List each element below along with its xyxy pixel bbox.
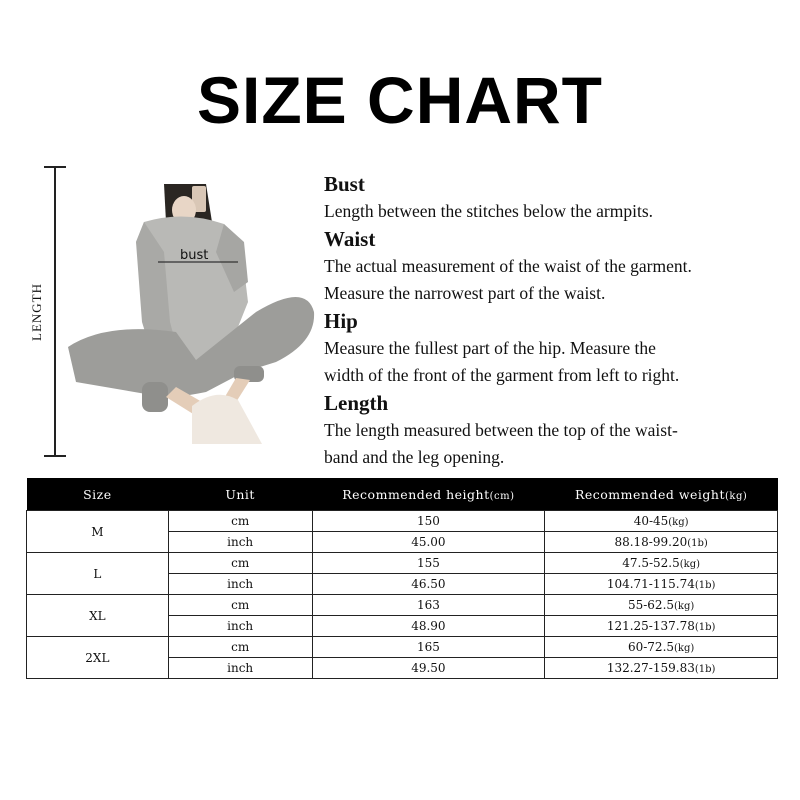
definition-text: Measure the fullest part of the hip. Measure the [324, 338, 656, 358]
ruler-label: LENGTH [29, 283, 44, 341]
height-cell: 48.90 [312, 616, 545, 637]
table-header-row [27, 478, 778, 511]
size-cell: M [27, 511, 169, 553]
definition-text: width of the front of the garment from left to right. [324, 365, 680, 385]
ruler-bottom-cap [44, 455, 66, 457]
unit-cell: inch [168, 532, 312, 553]
weight-cell: 121.25-137.78(1b) [545, 616, 778, 637]
unit-cell: cm [168, 637, 312, 658]
height-cell: 155 [312, 553, 545, 574]
unit-cell: inch [168, 658, 312, 679]
unit-cell: cm [168, 511, 312, 532]
height-cell: 46.50 [312, 574, 545, 595]
definition-heading-hip: Hip [324, 309, 358, 333]
weight-cell: 40-45(kg) [545, 511, 778, 532]
unit-cell: cm [168, 553, 312, 574]
height-cell: 150 [312, 511, 545, 532]
definition-heading-length: Length [324, 391, 389, 415]
weight-cell: 104.71-115.74(1b) [545, 574, 778, 595]
model-photo [66, 182, 318, 447]
definition-text: Length between the stitches below the armpits. [324, 201, 654, 221]
length-ruler [54, 167, 56, 457]
table-row [27, 553, 778, 574]
size-table [26, 478, 778, 679]
unit-cell: inch [168, 574, 312, 595]
height-cell: 49.50 [312, 658, 545, 679]
bust-label: bust [180, 248, 209, 263]
unit-cell: inch [168, 616, 312, 637]
weight-cell: 47.5-52.5(kg) [545, 553, 778, 574]
header-weight: Recommended weight(kg) [545, 478, 778, 511]
definition-text: band and the leg opening. [324, 447, 505, 467]
unit-cell: cm [168, 595, 312, 616]
table-row [27, 595, 778, 616]
height-cell: 45.00 [312, 532, 545, 553]
measurement-definitions [324, 170, 794, 471]
definition-heading-waist: Waist [324, 227, 376, 251]
page-title: SIZE CHART [197, 63, 603, 137]
definition-text: The actual measurement of the waist of the garment. [324, 256, 692, 276]
header-unit: Unit [168, 478, 312, 511]
header-height: Recommended height(cm) [312, 478, 545, 511]
weight-cell: 132.27-159.83(1b) [545, 658, 778, 679]
definition-text: Measure the narrowest part of the waist. [324, 283, 606, 303]
size-cell: XL [27, 595, 169, 637]
height-cell: 165 [312, 637, 545, 658]
weight-cell: 88.18-99.20(1b) [545, 532, 778, 553]
table-row [27, 511, 778, 532]
weight-cell: 55-62.5(kg) [545, 595, 778, 616]
weight-cell: 60-72.5(kg) [545, 637, 778, 658]
size-cell: L [27, 553, 169, 595]
definition-heading-bust: Bust [324, 172, 365, 196]
table-row [27, 637, 778, 658]
ruler-top-cap [44, 166, 66, 168]
height-cell: 163 [312, 595, 545, 616]
definition-text: The length measured between the top of the waist- [324, 420, 678, 440]
header-size: Size [27, 478, 169, 511]
size-cell: 2XL [27, 637, 169, 679]
